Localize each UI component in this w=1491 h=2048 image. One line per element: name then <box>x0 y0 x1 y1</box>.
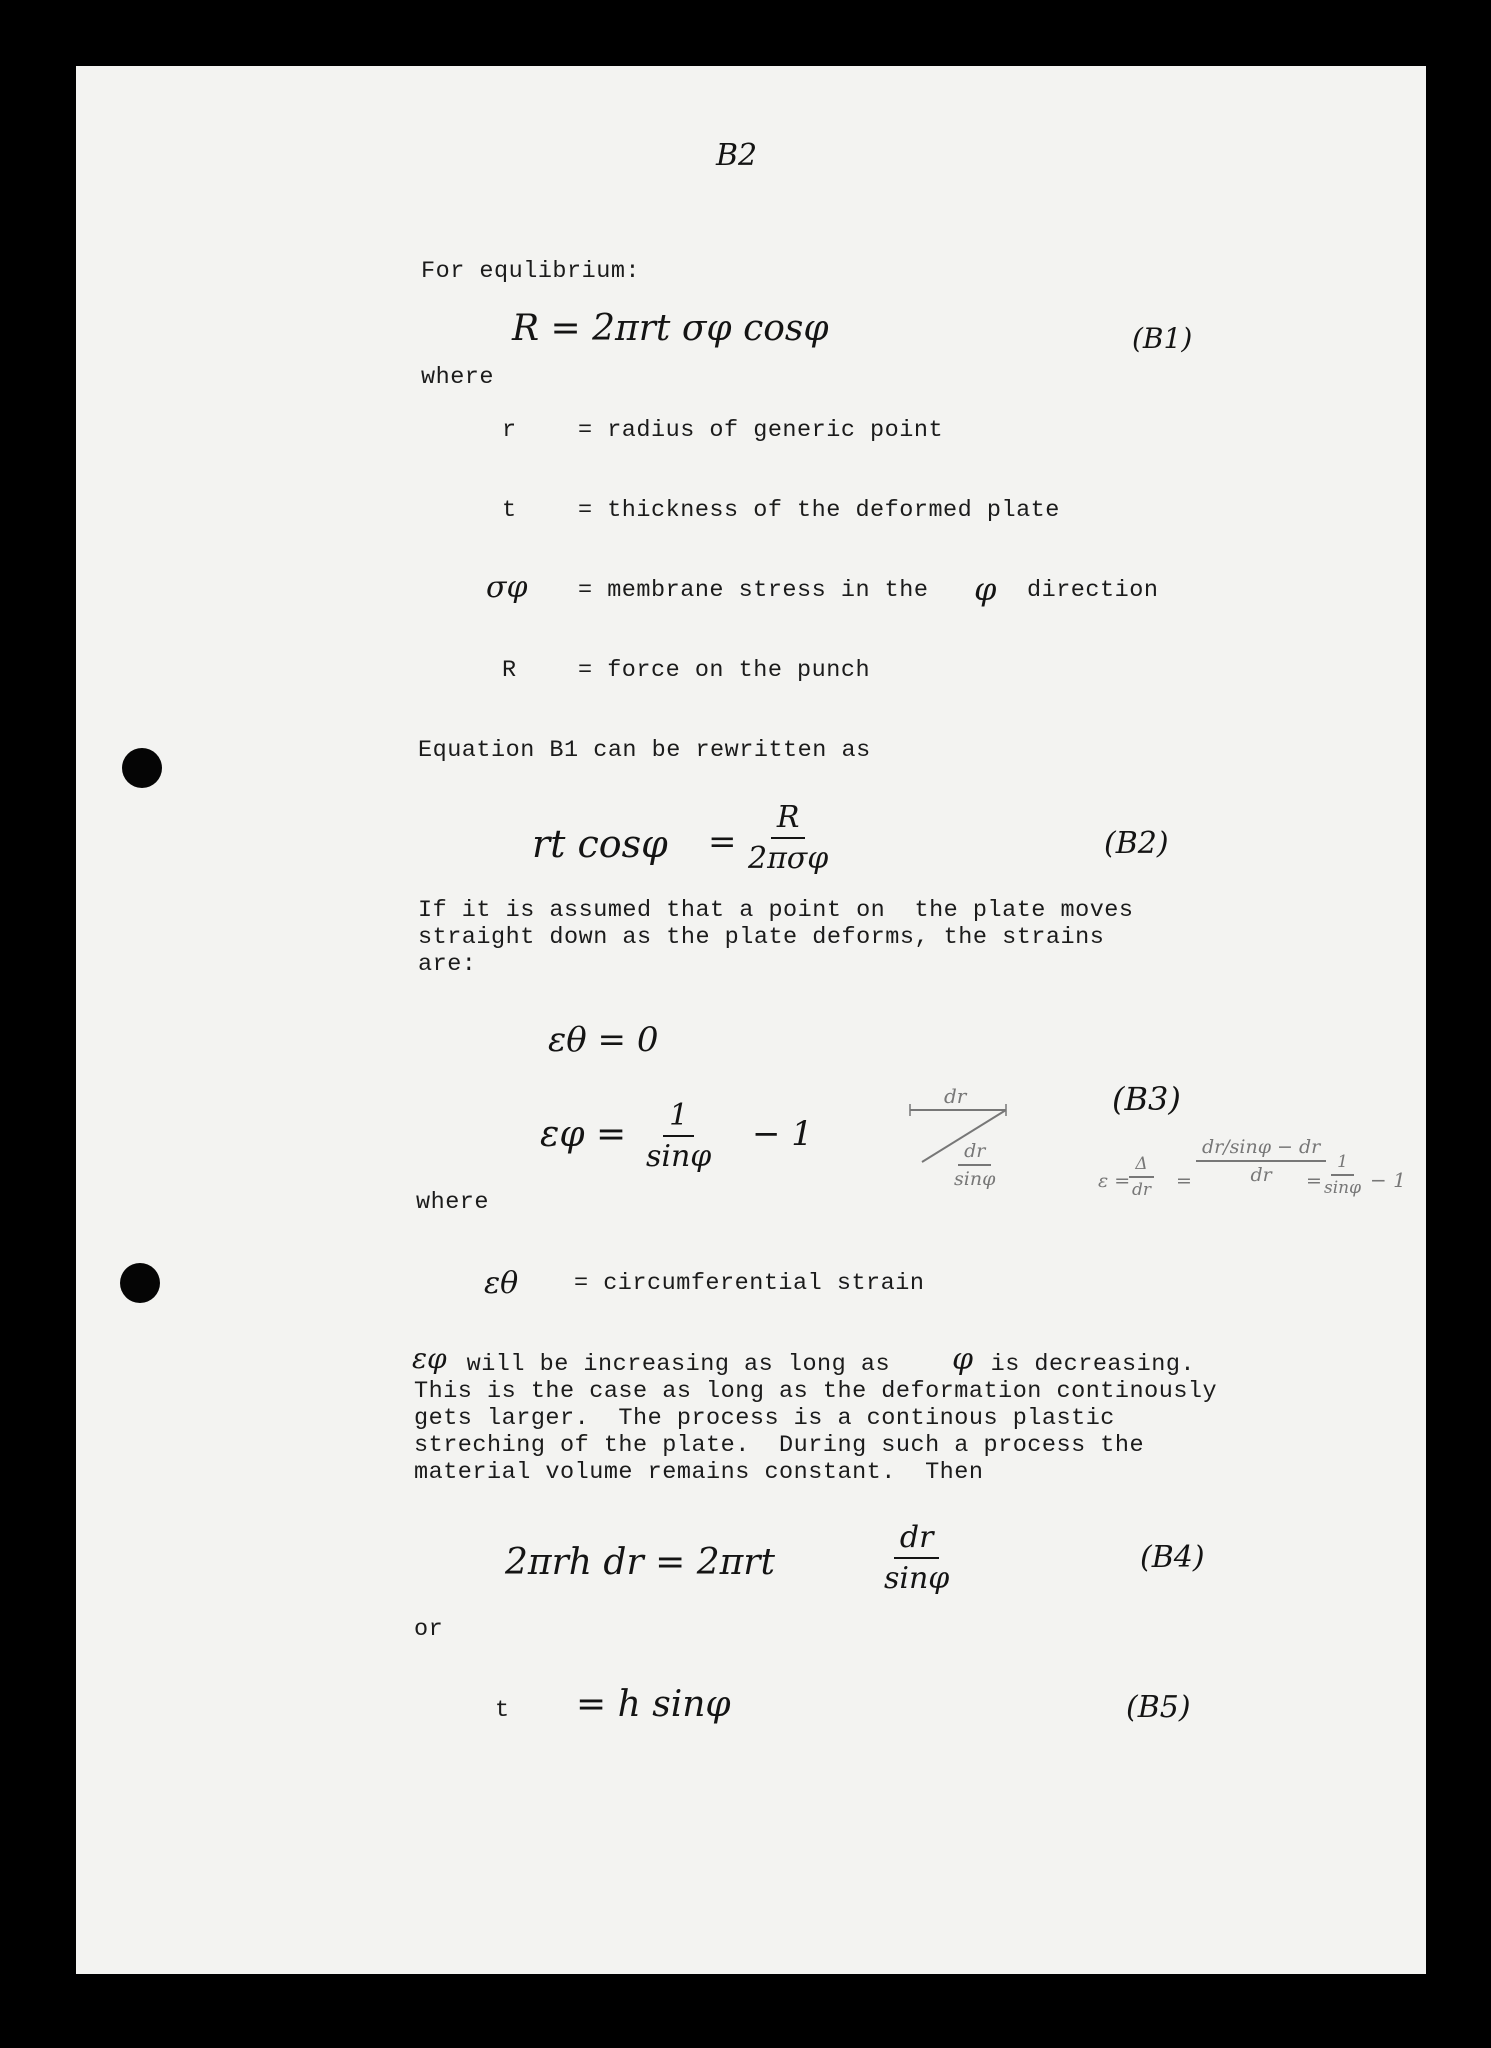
equation-b3b-tail: − 1 <box>752 1114 813 1154</box>
def-text-r: = radius of generic point <box>578 417 944 444</box>
def-text-t: = thickness of the deformed plate <box>578 497 1060 524</box>
paragraph-1-line-3: are: <box>418 951 477 978</box>
equation-b2-tag: (B2) <box>1104 826 1169 861</box>
margin-deriv-num-3: 1 <box>1331 1152 1354 1176</box>
where-label-1: where <box>421 364 495 391</box>
equation-b1-tag: (B1) <box>1132 322 1193 355</box>
equation-b4-fraction <box>878 1520 955 1596</box>
def-symbol-sigma: σφ <box>486 570 528 605</box>
equation-b2-lhs: rt cosφ <box>532 822 668 866</box>
def-text-R: = force on the punch <box>578 657 871 684</box>
def-symbol-epsilon-theta: εθ <box>484 1266 519 1301</box>
equation-b3-tag: (B3) <box>1112 1080 1181 1118</box>
equation-b4-numerator: dr <box>894 1520 940 1559</box>
margin-deriv-prefix: ε = <box>1098 1170 1131 1192</box>
paragraph-1-line-1: If it is assumed that a point on the plate moves <box>418 897 1134 924</box>
equation-b4-tag: (B4) <box>1140 1540 1205 1575</box>
margin-deriv-den-1: dr <box>1132 1180 1152 1200</box>
paragraph-2-line-4: streching of the plate. During such a process the <box>414 1432 1145 1459</box>
margin-deriv-eq-2: = <box>1306 1170 1322 1192</box>
punch-hole-bottom <box>120 1263 160 1303</box>
paragraph-2-line-1b: is decreasing. <box>976 1351 1196 1378</box>
def-symbol-t: t <box>502 497 517 524</box>
paragraph-2-line-2: This is the case as long as the deformation continously <box>414 1378 1218 1405</box>
punch-hole-top <box>122 748 162 788</box>
equation-b1: R = 2πrt σφ cosφ <box>512 308 829 349</box>
equation-b2-numerator: R <box>771 800 806 839</box>
margin-deriv-den-3: sinφ <box>1324 1178 1362 1198</box>
equation-b5-tag: (B5) <box>1126 1690 1191 1725</box>
paragraph-1-line-2: straight down as the plate deforms, the strains <box>418 924 1105 951</box>
equation-b3b-lhs: εφ = <box>540 1114 627 1155</box>
equation-b2-eq: = <box>708 822 737 862</box>
margin-deriv-num-1: Δ <box>1129 1154 1153 1178</box>
margin-deriv-tail: − 1 <box>1370 1168 1406 1192</box>
paragraph-2-line-5: material volume remains constant. Then <box>414 1459 984 1486</box>
def-text-epsilon-theta: = circumferential strain <box>574 1270 925 1297</box>
equation-b2-fraction <box>742 800 834 876</box>
paragraph-2-symbol-eps-phi: εφ <box>412 1342 447 1375</box>
document-page <box>76 66 1426 1974</box>
margin-deriv-frac-1 <box>1126 1154 1157 1200</box>
equation-b4-denominator: sinφ <box>884 1561 950 1596</box>
page-label: B2 <box>716 138 758 173</box>
paragraph-2-line-1a: will be increasing as long as <box>452 1351 905 1378</box>
equation-b5-rhs: = h sinφ <box>576 1684 731 1725</box>
equation-b3b-numerator: 1 <box>663 1098 694 1137</box>
equation-b5-lhs: t <box>495 1697 510 1724</box>
or-label: or <box>414 1616 444 1643</box>
equation-b3a: εθ = 0 <box>548 1020 659 1060</box>
margin-deriv-eq-1: = <box>1176 1170 1192 1192</box>
equation-b2-denominator: 2πσφ <box>748 841 829 876</box>
margin-deriv-frac-3 <box>1318 1152 1367 1198</box>
equation-b3b-denominator: sinφ <box>646 1139 712 1174</box>
paragraph-2-symbol-phi: φ <box>952 1342 974 1377</box>
intro-text: For equlibrium: <box>421 258 641 285</box>
def-text-sigma-b: direction <box>1027 577 1159 604</box>
equation-b4-lhs: 2πrh dr = 2πrt <box>505 1542 775 1583</box>
def-symbol-r: r <box>502 417 517 444</box>
margin-sketch-den: sinφ <box>954 1168 996 1190</box>
paragraph-2-line-3: gets larger. The process is a continous plastic <box>414 1405 1115 1432</box>
margin-sketch-fraction <box>948 1140 1001 1190</box>
def-symbol-R: R <box>502 657 517 684</box>
equation-b3b-fraction <box>640 1098 717 1174</box>
margin-deriv-den-2: dr <box>1250 1164 1272 1186</box>
def-text-sigma-a: = membrane stress in the <box>578 577 929 604</box>
where-label-2: where <box>416 1189 490 1216</box>
margin-sketch-num: dr <box>958 1140 991 1166</box>
rewrite-text: Equation B1 can be rewritten as <box>418 737 871 764</box>
def-text-sigma-phi: φ <box>974 570 997 608</box>
margin-deriv-num-2: dr/sinφ − dr <box>1196 1136 1326 1162</box>
margin-sketch-top-label: dr <box>944 1084 967 1108</box>
